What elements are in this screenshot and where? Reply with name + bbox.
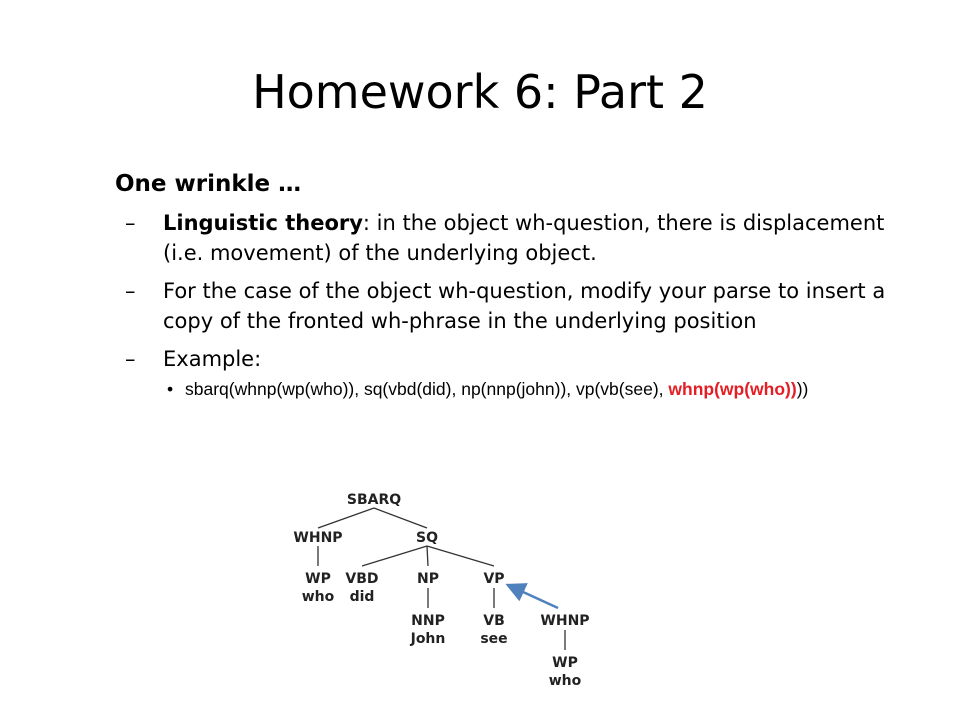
slide-content [115, 168, 915, 400]
node-wp: WP [305, 571, 331, 587]
node-sbarq: SBARQ [346, 492, 402, 508]
node-whnp: WHNP [293, 530, 343, 546]
bullet-text: For the case of the object wh-question, modify your parse to insert a copy of the fronted wh-phrase in the underlying position [163, 279, 886, 333]
node-vp: VP [483, 571, 505, 587]
bullet-text: Example: [163, 347, 262, 371]
parse-prefix: sbarq(whnp(wp(who)), sq(vbd(did), np(nnp(john)), vp(vb(see), [185, 379, 664, 399]
leaf-see: see [480, 631, 508, 647]
bullet-text: : in the object wh-question, there is displacement (i.e. movement) of the underlying object. [163, 211, 885, 265]
parse-suffix: )) [796, 379, 809, 399]
movement-arrow [510, 586, 558, 608]
bold-prefix: Linguistic theory [163, 211, 363, 235]
parse-highlight: whnp(wp(who)) [668, 379, 797, 399]
node-vbd: VBD [345, 571, 379, 587]
bullet-modify-parse [125, 276, 915, 336]
node-whnp-copy: WHNP [540, 613, 590, 629]
leaf-did: did [349, 589, 375, 605]
bullet-dot: • [167, 379, 174, 399]
bullet-example [125, 344, 915, 374]
node-vb: VB [483, 613, 505, 629]
parse-tree-svg [282, 484, 612, 694]
node-sq: SQ [416, 530, 438, 546]
slide-title: Homework 6: Part 2 [252, 65, 708, 119]
leaf-who-copy: who [548, 673, 582, 689]
dash-marker: – [125, 211, 136, 235]
example-parse [165, 378, 915, 400]
node-nnp: NNP [411, 613, 445, 629]
parse-tree-diagram [282, 484, 612, 694]
leaf-john: John [410, 631, 446, 647]
dash-marker: – [125, 347, 136, 371]
bullet-linguistic-theory [125, 208, 915, 268]
dash-marker: – [125, 279, 136, 303]
section-heading: One wrinkle … [115, 171, 302, 197]
leaf-who: who [301, 589, 335, 605]
node-np: NP [417, 571, 439, 587]
node-wp-copy: WP [552, 655, 578, 671]
